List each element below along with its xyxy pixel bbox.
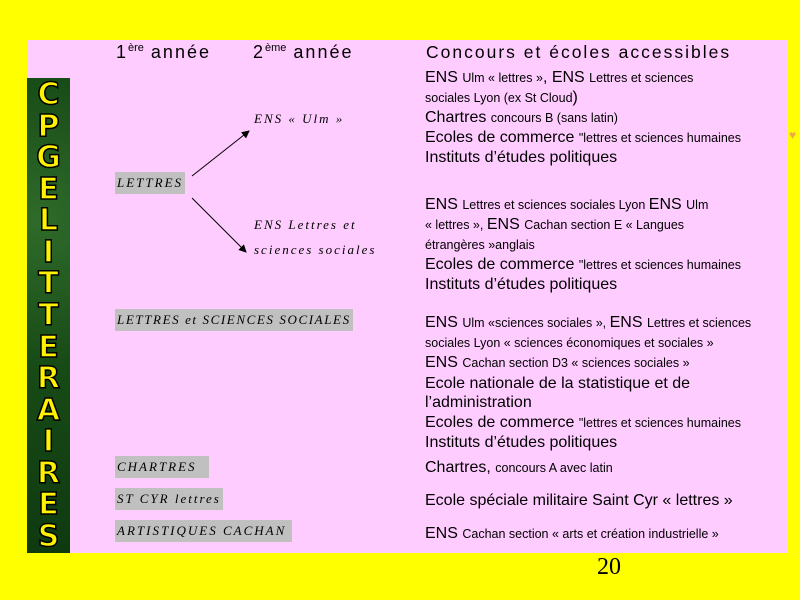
sidebar-letter: I: [42, 234, 55, 270]
sidebar-letter: G: [36, 140, 61, 176]
sidebar-letter: S: [37, 518, 60, 554]
label-st-cyr: ST CYR lettres: [115, 488, 223, 510]
header-first-year: 1ère année: [116, 42, 211, 62]
label-ens-ulm: ENS « Ulm »: [254, 111, 345, 126]
block-ulm: ENS Ulm « lettres », ENS Lettres et sciences sociales Lyon (ex St Cloud) Chartres concours B (sans latin) Ecoles de commerce "lettres et sciences humaines Instituts d’études politiques: [425, 69, 741, 166]
label-artistiques: ARTISTIQUES CACHAN: [115, 520, 292, 542]
sidebar-letter: A: [36, 392, 61, 428]
block-st-cyr: Ecole spéciale militaire Saint Cyr « lettres »: [425, 492, 733, 509]
sidebar-letter: P: [37, 108, 60, 144]
block-artistiques: ENS Cachan section « arts et création industrielle »: [425, 525, 719, 542]
arrow-to-ens-ulm: [192, 131, 249, 176]
page-number: 20: [597, 554, 621, 580]
sidebar-letter: E: [38, 487, 59, 523]
sidebar-letter: C: [37, 77, 60, 112]
header-second-year: 2ème année: [253, 42, 354, 62]
label-lettres-sciences-sociales: LETTRES et SCIENCES SOCIALES: [115, 309, 353, 331]
sidebar-letter: E: [38, 171, 59, 207]
label-ens-lss-2: sciences sociales: [254, 242, 377, 257]
sidebar-letter: I: [42, 424, 55, 460]
block-lss: ENS Lettres et sciences sociales Lyon ENS Ulm « lettres », ENS Cachan section E « Langues étrangères »anglais Ecoles de commerce "lettres et sciences humaines Instituts d’études politiques: [425, 196, 741, 293]
sidebar-letter: T: [38, 297, 59, 333]
header-exams: Concours et écoles accessibles: [426, 42, 732, 62]
sidebar-letter: L: [38, 203, 59, 239]
block-chartres: Chartres, concours A avec latin: [425, 459, 613, 476]
block-sciences-sociales: ENS Ulm «sciences sociales », ENS Lettres et sciences sociales Lyon « sciences économiques et sociales » ENS Cachan section D3 « sciences sociales » Ecole nationale de la statistique et de l’administration Ecoles de commerce "lettres et sciences humaines Instituts d’études politiques: [425, 314, 752, 451]
label-chartres: CHARTRES: [115, 456, 209, 478]
label-lettres: LETTRES: [115, 172, 185, 194]
sidebar-letter: R: [36, 455, 61, 491]
arrow-to-ens-lss: [192, 198, 246, 252]
label-ens-lss-1: ENS Lettres et: [254, 217, 357, 232]
sidebar-letter: R: [36, 361, 61, 397]
sidebar-letter: T: [38, 266, 59, 302]
decorative-mark: ♥: [789, 128, 797, 142]
sidebar-letter: E: [38, 329, 59, 365]
